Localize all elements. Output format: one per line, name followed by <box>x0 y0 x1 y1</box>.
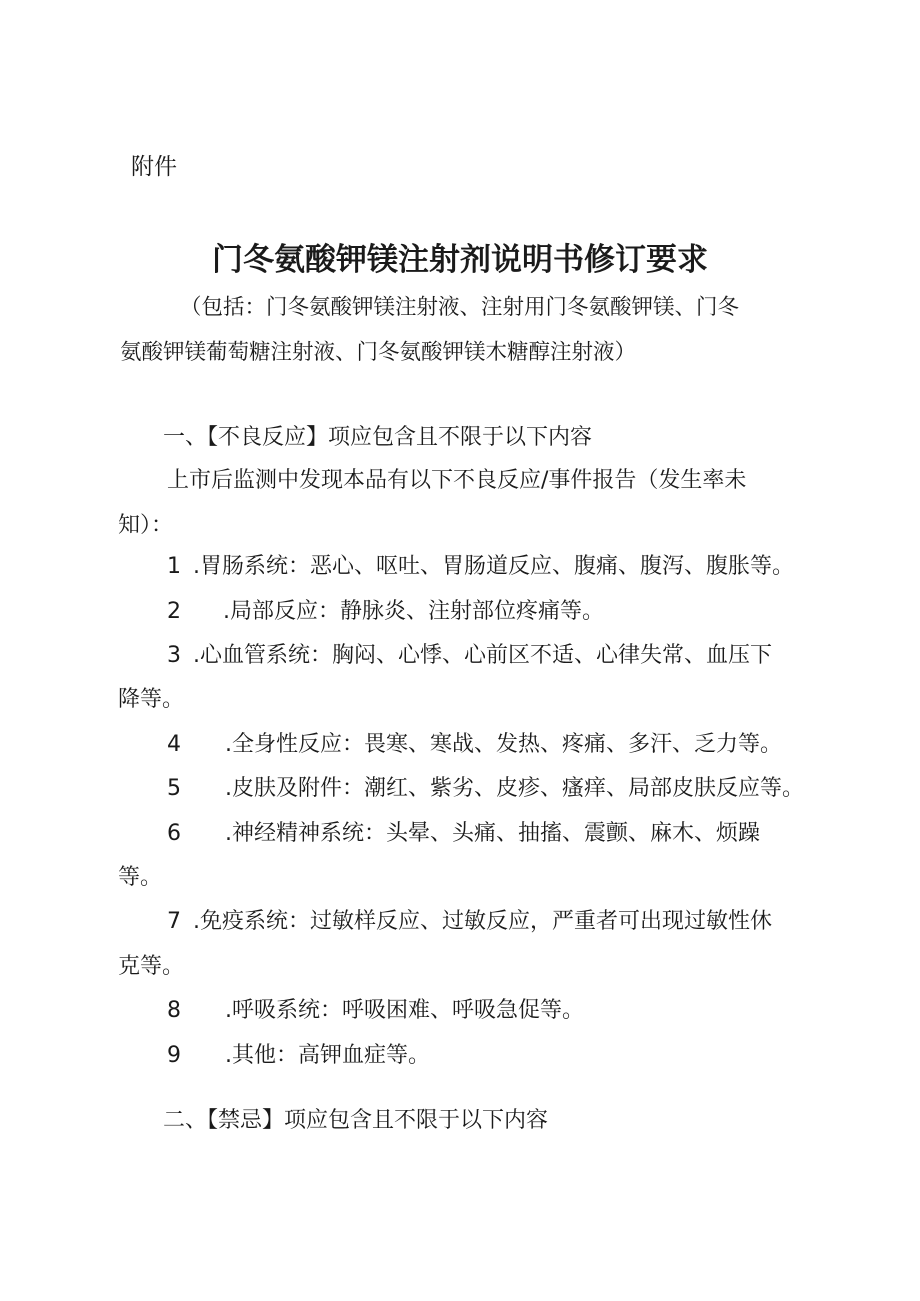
item-text: .心血管系统：胸闷、心悸、心前区不适、心律失常、血压下 <box>193 643 772 668</box>
item-text: .全身性反应：畏寒、寒战、发热、疼痛、多汗、乏力等。 <box>225 732 782 757</box>
item-text: .胃肠系统：恶心、呕吐、胃肠道反应、腹痛、腹泻、腹胀等。 <box>193 554 794 579</box>
item-number: 3 <box>167 643 181 668</box>
item-number: 1 <box>167 554 181 579</box>
list-item <box>167 601 604 623</box>
item-number: 6 <box>167 821 181 846</box>
item-continuation: 等。 <box>118 865 163 890</box>
item-continuation: 降等。 <box>118 687 185 712</box>
list-item <box>167 645 772 667</box>
intro-line-2: 知）： <box>118 513 174 538</box>
item-number: 7 <box>167 909 181 934</box>
item-number: 2 <box>167 599 181 624</box>
list-item <box>167 1000 584 1022</box>
item-number: 5 <box>167 776 181 801</box>
item-text: .神经精神系统：头晕、头痛、抽搐、震颤、麻木、烦躁 <box>225 821 760 846</box>
list-item <box>167 823 760 845</box>
item-text: .免疫系统：过敏样反应、过敏反应，严重者可出现过敏性休 <box>193 909 772 934</box>
document-title: 门冬氨酸钾镁注射剂说明书修订要求 <box>212 242 708 278</box>
item-text: .其他：高钾血症等。 <box>225 1043 430 1068</box>
intro-line-1: 上市后监测中发现本品有以下不良反应/事件报告（发生率未 <box>167 468 747 493</box>
subtitle-line-1: （包括：门冬氨酸钾镁注射液、注射用门冬氨酸钾镁、门冬 <box>180 295 740 320</box>
section-heading-adverse-reactions: 一、【不良反应】项应包含且不限于以下内容 <box>163 425 593 450</box>
item-text: .皮肤及附件：潮红、紫劣、皮疹、瘙痒、局部皮肤反应等。 <box>225 776 804 801</box>
item-text: .局部反应：静脉炎、注射部位疼痛等。 <box>223 599 604 624</box>
item-number: 8 <box>167 998 181 1023</box>
subtitle-line-2: 氨酸钾镁葡萄糖注射液、门冬氨酸钾镁木糖醇注射液） <box>120 340 637 365</box>
list-item <box>167 734 782 756</box>
item-text: .呼吸系统：呼吸困难、呼吸急促等。 <box>225 998 584 1023</box>
section-heading-contraindications: 二、【禁忌】项应包含且不限于以下内容 <box>163 1108 549 1133</box>
list-item <box>167 911 772 933</box>
item-continuation: 克等。 <box>118 954 185 979</box>
list-item <box>167 778 804 800</box>
item-number: 4 <box>167 732 181 757</box>
list-item <box>167 1045 430 1067</box>
list-item <box>167 556 794 578</box>
attachment-label: 附件 <box>131 154 177 180</box>
item-number: 9 <box>167 1043 181 1068</box>
